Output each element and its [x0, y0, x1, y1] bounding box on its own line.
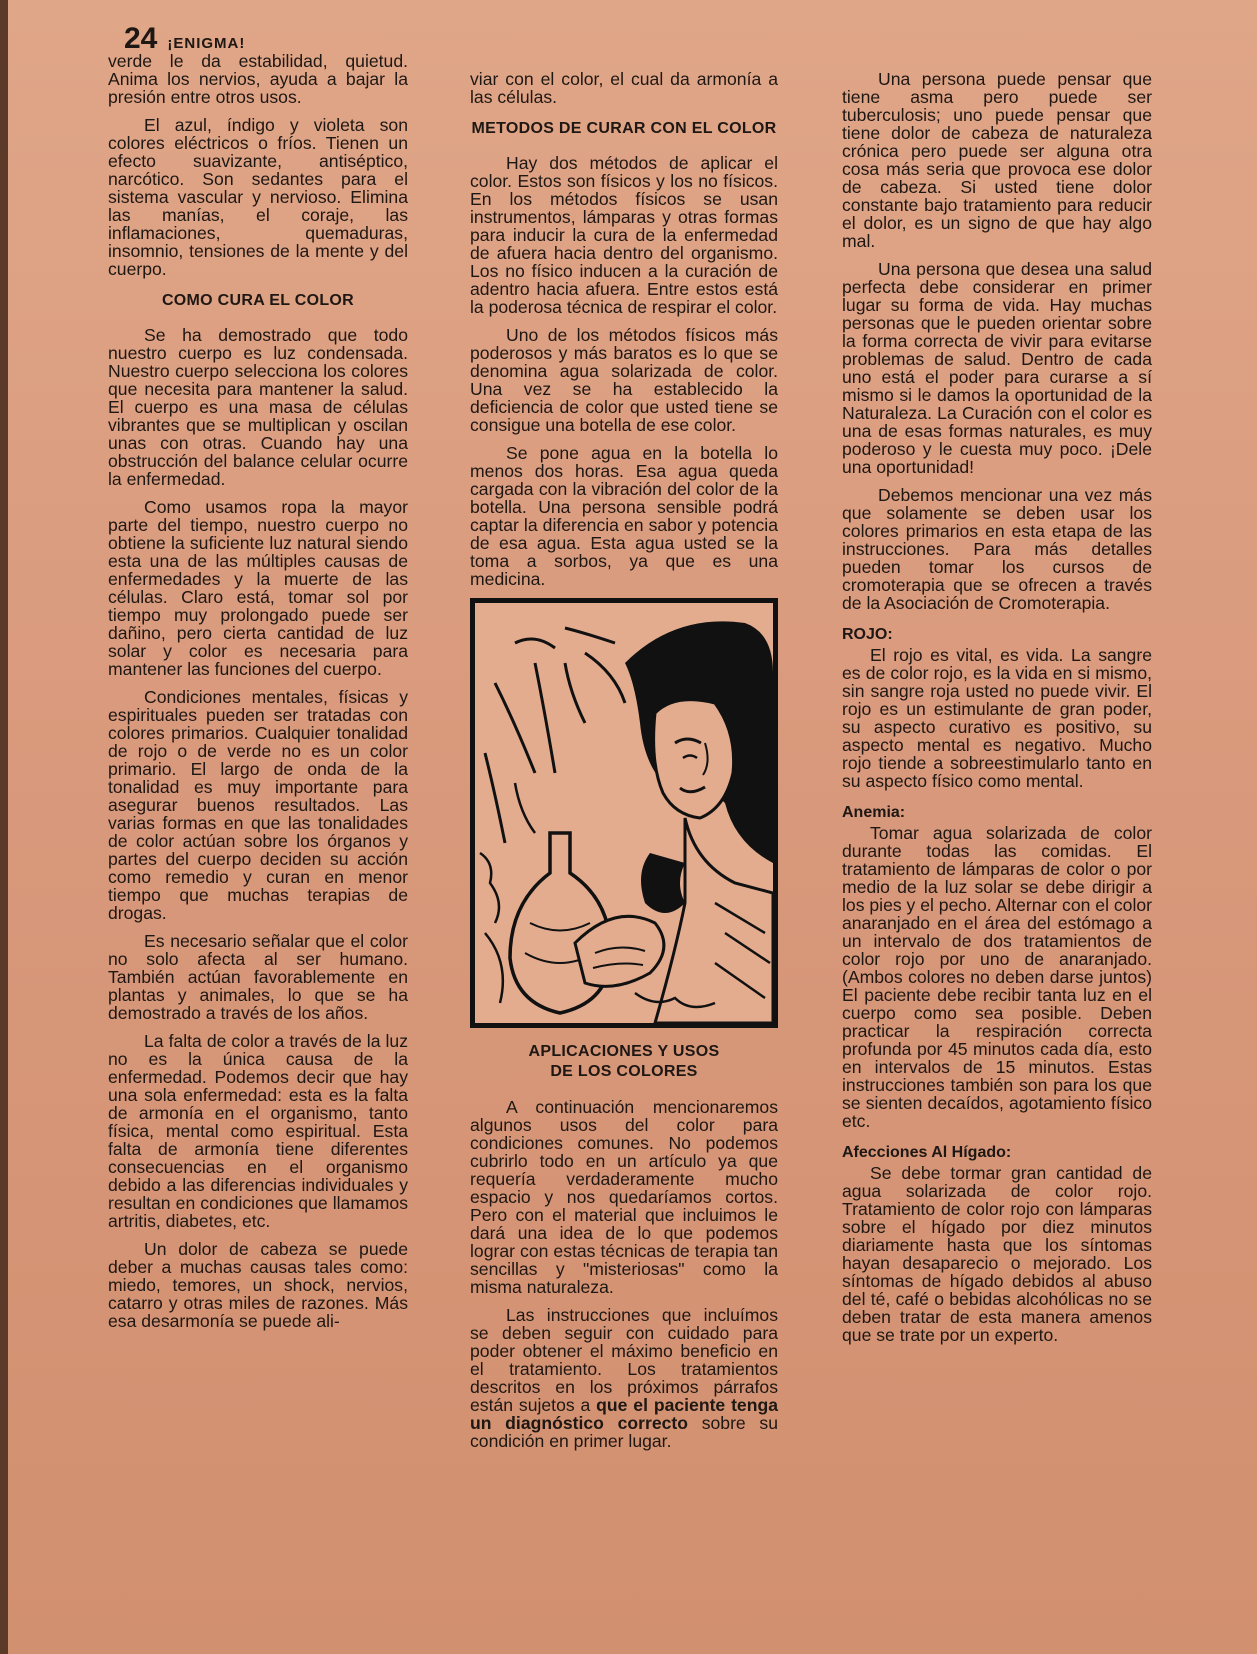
paragraph: Una persona puede pensar que tiene asma pero puede ser tuberculosis; uno puede pensar que tiene dolor de cabeza de naturaleza crónica pero puede ser alguna otra cosa más seria que provoca ese dolor de cabeza. Si usted tiene dolor constante bajo tratamiento para reducir el dolor, es un signo de que hay algo mal.: [842, 69, 1152, 251]
page-number: 24: [124, 22, 158, 55]
paragraph: El azul, índigo y violeta son colores eléctricos o fríos. Tienen un efecto suavizante, antiséptico, narcótico. Son sedantes para el sistema vascular y nervioso. Elimina las manías, el coraje, las inflamaciones, quemaduras, insomnio, tensiones de la mente y del cuerpo.: [108, 115, 408, 279]
section-heading: METODOS DE CURAR CON EL COLOR: [471, 120, 777, 137]
paragraph: Debemos mencionar una vez más que solamente se deben usar los colores primarios en esta etapa de las instrucciones. Para más detalles pueden tomar los cursos de cromoterapia que se ofrecen a través de la Asociación de Cromoterapia.: [842, 485, 1152, 613]
paragraph: A continuación mencionaremos algunos usos del color para condiciones comunes. No podemos cubrirlo todo en un artículo ya que requería verdaderamente mucho espacio y nos quedaríamos cortos. Pero con el material que incluimos le dará una idea de lo que podemos lograr con estas técnicas de terapia tan sencillas y "misteriosas" como la misma naturaleza.: [470, 1097, 778, 1297]
paragraph: Es necesario señalar que el color no solo afecta al ser humano. También actúan favorablemente en plantas y animales, lo que se ha demostrado a través de los años.: [108, 931, 408, 1023]
section-heading: COMO CURA EL COLOR: [161, 292, 355, 309]
section-heading: ROJO:: [842, 626, 893, 643]
section-heading-applications: [470, 1042, 778, 1082]
paragraph: viar con el color, el cual da armonía a las células.: [470, 69, 778, 107]
paragraph: Hay dos métodos de aplicar el color. Estos son físicos y los no físicos. En los métodos físicos se usan instrumentos, lámparas y otras formas para inducir la cura de la enfermedad de afuera hacia dentro del organismo. Los no físico inducen a la curación de adentro hacia afuera. Entre estos está la poderosa técnica de respirar el color.: [470, 153, 778, 317]
text-run: Las instrucciones que incluímos se deben seguir con cuidado para poder obtener el máximo beneficio en el tratamiento. Los tratamientos descritos en los próximos párrafos están sujetos a: [470, 1305, 778, 1415]
paragraph: Se debe tormar gran cantidad de agua solarizada de color rojo. Tratamiento de color rojo con lámparas sobre el hígado por diez minutos diariamente hasta que los síntomas hayan desaparecio o mejorado. Los síntomas de hígado debidos al abuso del té, café o bebidas alcohólicas no se deben tratar de esta manera amenos que se trate por un experto.: [842, 1163, 1152, 1345]
column-2: [470, 70, 778, 1460]
text-run: sobre su condición en primer lugar.: [470, 1413, 778, 1451]
illustration-woman-with-bottle: [470, 598, 778, 1028]
woman-bottle-drawing: [475, 603, 773, 1023]
paragraph: Se pone agua en la botella lo menos dos horas. Esa agua queda cargada con la vibración del color de la botella. Una persona sensible podrá captar la diferencia en sabor y potencia de esa agua. Esta agua usted se la toma a sorbos, ya que es una medicina.: [470, 443, 778, 589]
magazine-name: ¡ENIGMA!: [167, 35, 246, 52]
paragraph: La falta de color a través de la luz no es la única causa de la enfermedad. Podemos decir que hay una sola enfermedad: esta es la falta de armonía en el organismo, tanto física, mental como espiritual. Esta falta de armonía tiene diferentes consecuencias en el organismo debido a las diferencias individuales y resultan en condiciones que llamamos artritis, diabetes, etc.: [108, 1031, 408, 1231]
paragraph: Uno de los métodos físicos más poderosos y más baratos es lo que se denomina agua solarizada de color. Una vez se ha establecido la deficiencia de color que usted tiene se consigue una botella de ese color.: [470, 325, 778, 435]
section-heading: Afecciones Al Hígado:: [842, 1144, 1012, 1161]
column-3: [842, 70, 1152, 1354]
paragraph: Se ha demostrado que todo nuestro cuerpo es luz condensada. Nuestro cuerpo selecciona los colores que necesita para mantener la salud. El cuerpo es una masa de células vibrantes que se multiplican y oscilan unas con otras. Cuando hay una obstrucción del balance celular ocurre la enfermedad.: [108, 325, 408, 489]
paragraph: Como usamos ropa la mayor parte del tiempo, nuestro cuerpo no obtiene la suficiente luz natural siendo esta una de las múltiples causas de enfermedades y la muerte de las células. Claro está, tomar sol por tiempo muy prolongado puede ser dañino, pero cierta cantidad de luz solar y color es necesaria para mantener las funciones del cuerpo.: [108, 497, 408, 679]
paragraph: Una persona que desea una salud perfecta debe considerar en primer lugar su forma de vida. Hay muchas personas que le pueden orientar sobre la forma correcta de vivir para evitarse problemas de salud. Dentro de cada uno está el poder para curarse a sí mismo si le damos la oportunidad de la Naturaleza. La Curación con el color es una de esas formas naturales, es muy poderoso y le cuesta muy poco. ¡Dele una oportunidad!: [842, 259, 1152, 477]
paragraph: Tomar agua solarizada de color durante todas las comidas. El tratamiento de lámparas de color o por medio de la luz solar se debe dirigir a los pies y el pecho. Alternar con el color anaranjado en el área del estómago a un intervalo de dos tratamientos de color rojo por uno de anaranjado. (Ambos colores no deben darse juntos) El paciente debe recibir tanta luz en el cuerpo como sea posible. Deben practicar la respiración correcta profunda por 45 minutos cada día, esto en intervalos de 15 minutos. Estas instrucciones también son para los que se sienten decaídos, agotamiento físico etc.: [842, 823, 1153, 1131]
paragraph: verde le da estabilidad, quietud. Anima los nervios, ayuda a bajar la presión entre otros usos.: [108, 51, 408, 107]
heading-line-2: DE LOS COLORES: [550, 1063, 698, 1080]
paragraph: Condiciones mentales, físicas y espirituales pueden ser tratadas con colores primarios. Cualquier tonalidad de rojo o de verde no es un color primario. El largo de onda de la tonalidad es muy importante para asegurar buenos resultados. Las varias formas en que las tonalidades de color actúan sobre los órganos y partes del cuerpo deciden su acción como remedio y curan en menor tiempo que muchas terapias de drogas.: [108, 687, 408, 923]
section-heading: Anemia:: [842, 804, 906, 821]
paragraph-instructions: [470, 1306, 778, 1450]
paragraph: El rojo es vital, es vida. La sangre es de color rojo, es la vida en si mismo, sin sangre roja usted no puede vivir. El rojo es un estimulante de gran poder, su aspecto curativo es positivo, su aspecto mental es negativo. Mucho rojo tiende a sobreestimularlo tanto en su aspecto físico como mental.: [842, 645, 1152, 791]
column-2-top: [470, 70, 778, 588]
column-1: [108, 52, 408, 1340]
heading-line-1: APLICACIONES Y USOS: [528, 1043, 720, 1060]
paragraph: Un dolor de cabeza se puede deber a muchas causas tales como: miedo, temores, un shock, nervios, catarro y otras miles de razones. Más esa desarmonía se puede ali-: [108, 1239, 408, 1331]
bold-text-run: que el paciente tenga un diagnóstico correcto: [470, 1395, 778, 1433]
